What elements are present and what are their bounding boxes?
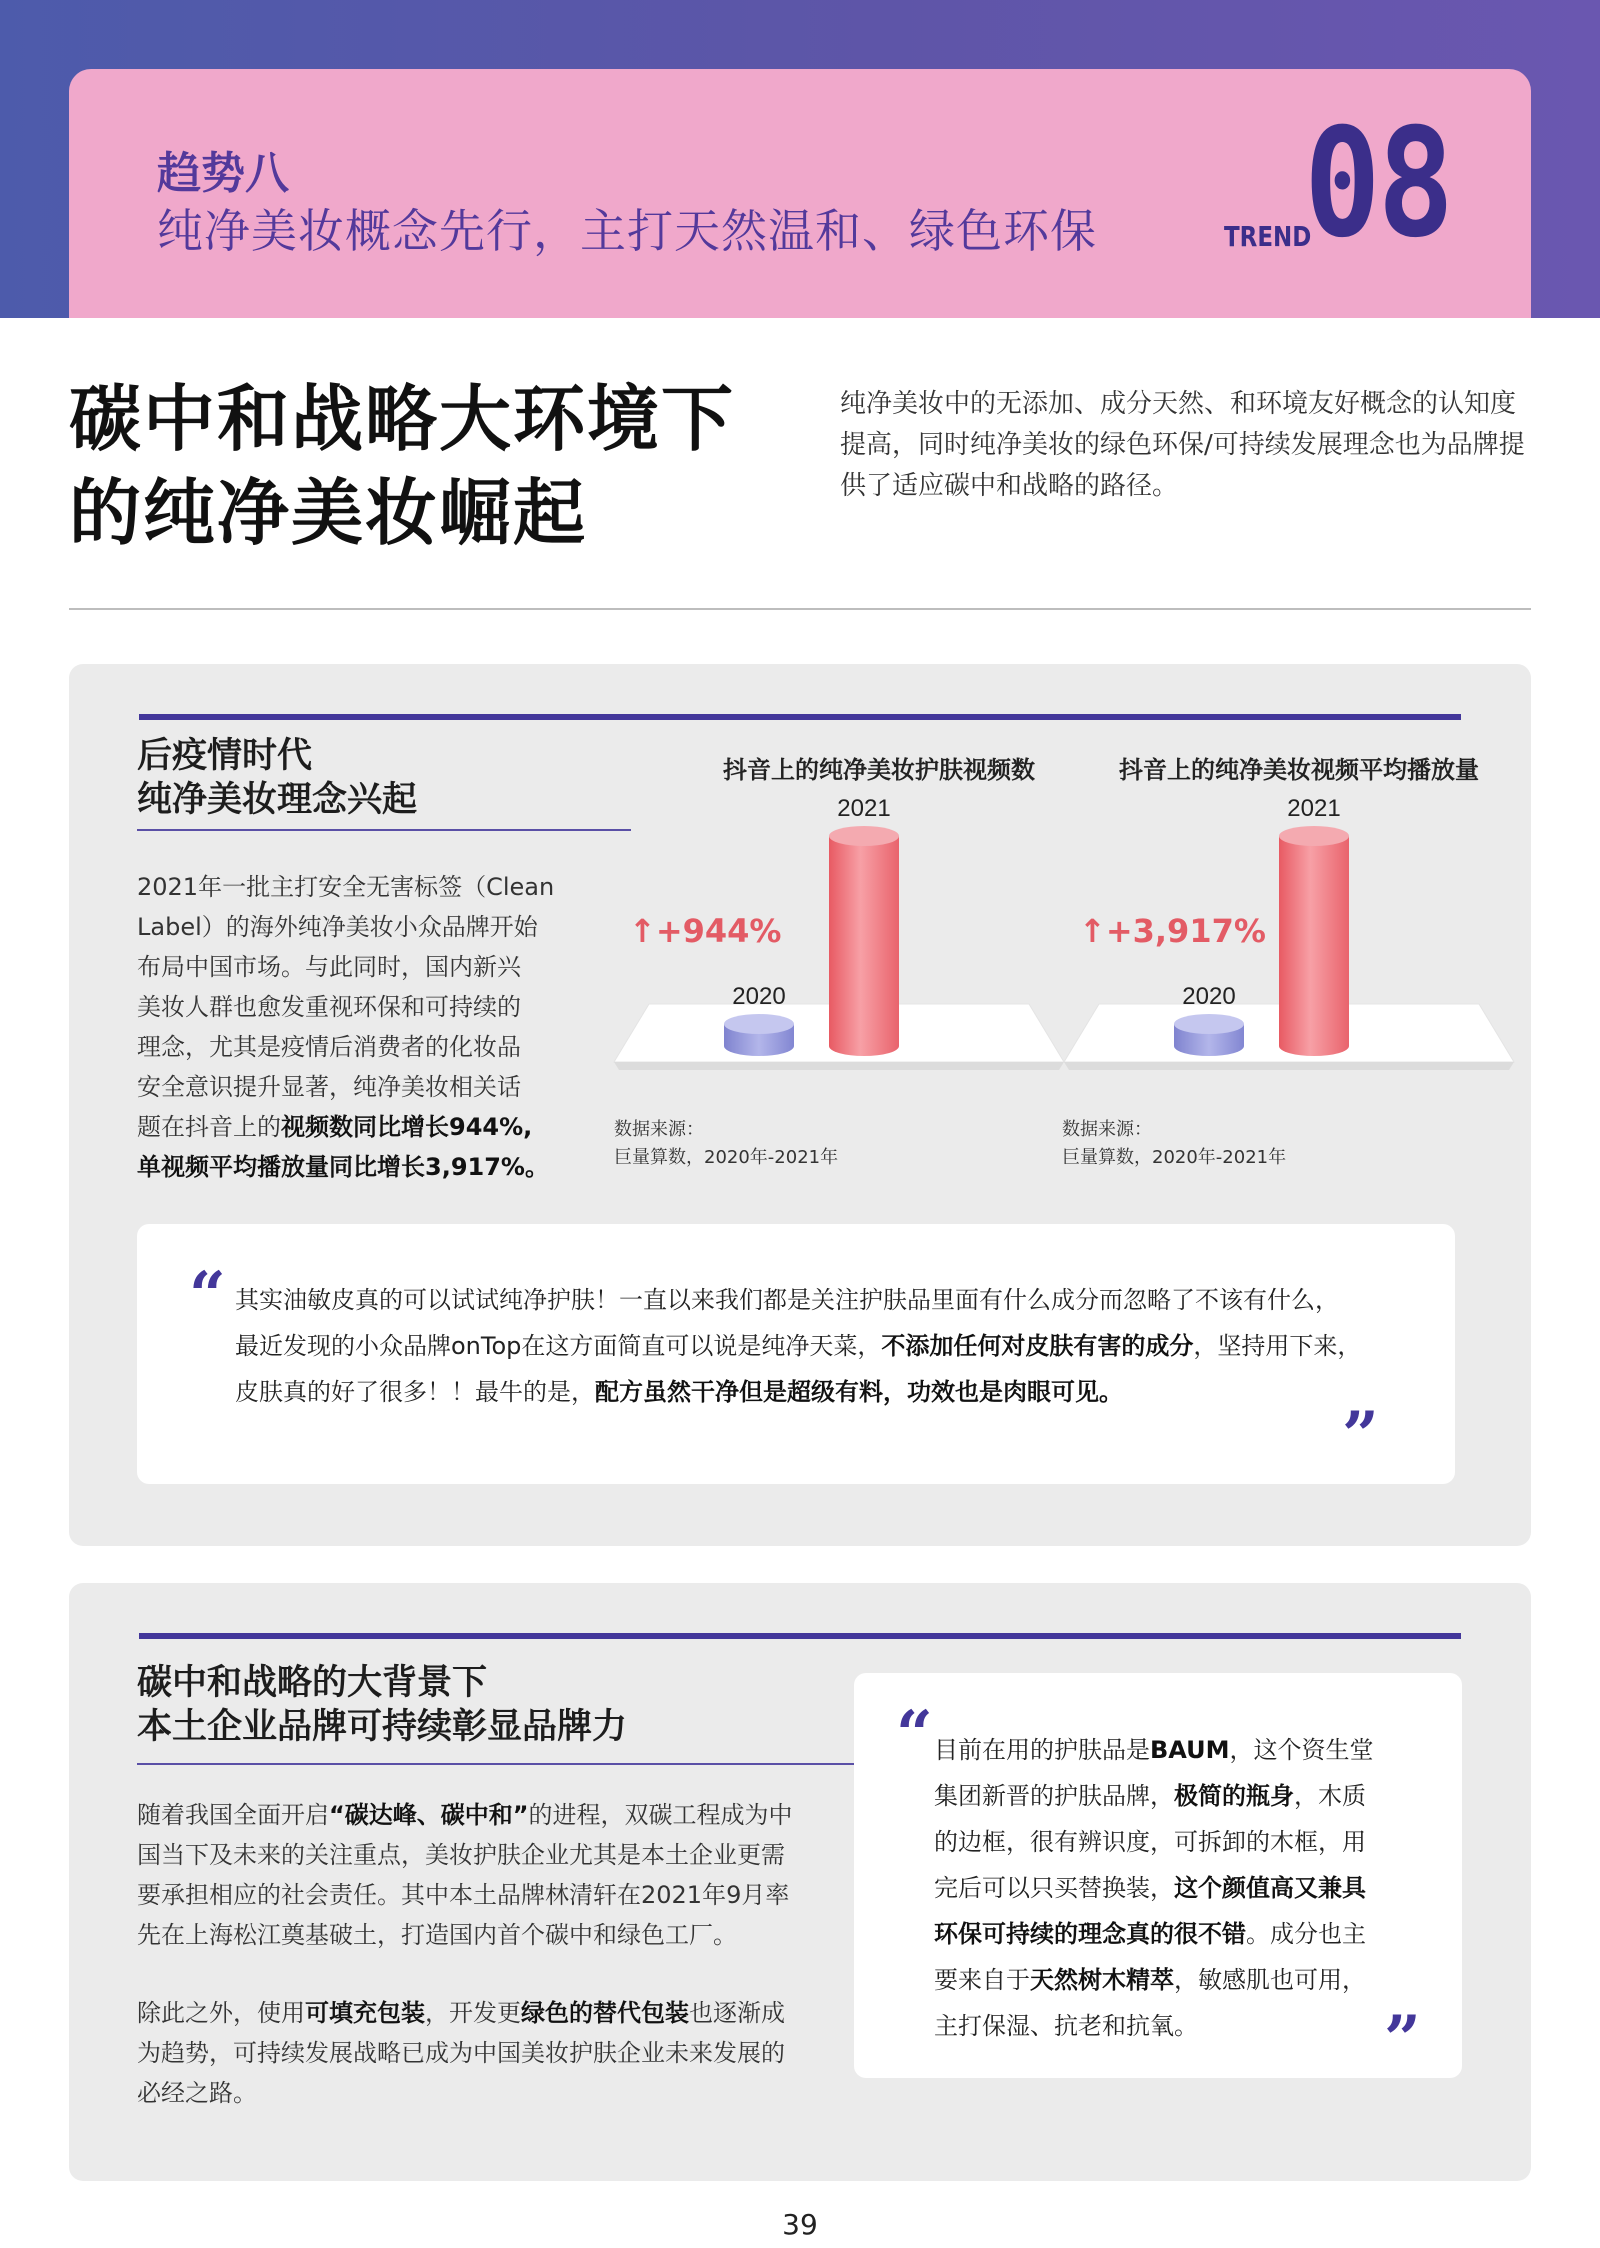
quote1-line3 — [235, 1372, 1123, 1407]
section2-heading-underline — [137, 1763, 862, 1765]
section1-body-line: 布局中国市场。与此同时，国内新兴 — [137, 953, 521, 981]
chart-category-label: 2021 — [837, 795, 891, 822]
quote2-bold: BAUM — [1150, 1736, 1230, 1764]
section1-body-text: 题在抖音上的 — [137, 1113, 281, 1141]
section2-body-line: 国当下及未来的关注重点，美妆护肤企业尤其是本土企业更需 — [137, 1841, 785, 1869]
chart1-source — [614, 1116, 838, 1172]
section1-body-line: 美妆人群也愈发重视环保和可持续的 — [137, 993, 521, 1021]
section2-body-line — [137, 1993, 837, 2033]
chart-bar-top-2021 — [1279, 826, 1349, 846]
quote2-line: 的边框，很有辨识度，可拆卸的木框，用 — [934, 1828, 1366, 1856]
quote1-text: 最近发现的小众品牌onTop在这方面简直可以说是纯净天菜， — [235, 1332, 882, 1360]
section2-body-bold: 可填充包装 — [305, 1999, 425, 2027]
chart2-plot — [1059, 784, 1539, 1114]
section2-body-text: 除此之外，使用 — [137, 1999, 305, 2027]
section2-heading — [137, 1661, 627, 1749]
chart1-source-label: 数据来源： — [614, 1119, 704, 1140]
section1-body-bold: 视频数同比增长944%, — [281, 1113, 533, 1141]
section1-heading-underline — [137, 829, 631, 831]
chart-bar-2021 — [1279, 836, 1349, 1056]
trend-header-card — [69, 69, 1531, 318]
page-title — [69, 372, 789, 560]
quote2-text-run: ，敏感肌也可用， — [1174, 1966, 1366, 1994]
section2-body-line: 先在上海松江奠基破土，打造国内首个碳中和绿色工厂。 — [137, 1921, 737, 1949]
section1-heading-line1: 后疫情时代 — [137, 736, 313, 776]
quote2-text-run: ，木质 — [1294, 1782, 1366, 1810]
chart-category-label: 2020 — [732, 983, 786, 1010]
chart-bar-2021 — [829, 836, 899, 1056]
open-quote-icon: “ — [896, 1697, 933, 1772]
chart1-source-text: 巨量算数，2020年-2021年 — [614, 1147, 839, 1168]
quote2-bold: 极简的瓶身 — [1174, 1782, 1294, 1810]
chart-bar-top-2020 — [724, 1014, 794, 1034]
section1-body-line: 2021年一批主打安全无害标签（Clean — [137, 873, 555, 901]
chart-growth-annotation: ↑+3,917% — [1079, 912, 1266, 950]
quote1-bold: 配方虽然干净但是超级有料，功效也是肉眼可见。 — [595, 1378, 1123, 1406]
intro-paragraph: 纯净美妆中的无添加、成分天然、和环境友好概念的认知度提高，同时纯净美妆的绿色环保/可持续发展理念也为品牌提供了适应碳中和战略的路径。 — [840, 389, 1525, 501]
quote2-bold: 环保可持续的理念真的很不错 — [934, 1920, 1246, 1948]
quote2-text-run: 目前在用的护肤品是 — [934, 1736, 1150, 1764]
chart-platform-edge — [614, 1062, 1064, 1070]
section1-body — [137, 867, 577, 1187]
section-post-pandemic — [69, 664, 1531, 1546]
section2-body-line — [137, 1795, 837, 1835]
chart1-plot — [609, 784, 1089, 1114]
quote2-line: 主打保湿、抗老和抗氧。 — [934, 2012, 1198, 2040]
section1-body-line: Label）的海外纯净美妆小众品牌开始 — [137, 913, 538, 941]
quote-card-baum — [854, 1673, 1462, 2078]
quote2-bold: 这个颜值高又兼具 — [1174, 1874, 1366, 1902]
section2-body-text: 的进程，双碳工程成为中 — [528, 1801, 793, 1829]
quote2-line — [934, 1957, 1444, 2003]
page-title-line2: 的纯净美妆崛起 — [69, 471, 588, 555]
trend-title: 纯净美妆概念先行，主打天然温和、绿色环保 — [157, 204, 1097, 258]
chart-category-label: 2020 — [1182, 983, 1236, 1010]
section2-heading-line1: 碳中和战略的大背景下 — [137, 1663, 488, 1703]
section2-body-bold: 绿色的替代包装 — [521, 1999, 689, 2027]
section2-paragraph1 — [137, 1795, 837, 1955]
page-title-line1: 碳中和战略大环境下 — [69, 377, 736, 461]
divider — [69, 608, 1531, 610]
quote2-line — [934, 1865, 1444, 1911]
page-number: 39 — [782, 2208, 818, 2241]
section1-body-line: 理念，尤其是疫情后消费者的化妆品 — [137, 1033, 521, 1061]
quote2-text-run: 完后可以只买替换装， — [934, 1874, 1174, 1902]
section2-body-line: 要承担相应的社会责任。其中本土品牌林清轩在2021年9月率 — [137, 1881, 790, 1909]
close-quote-icon: ” — [1342, 1398, 1379, 1473]
quote2-text-run: 。成分也主 — [1246, 1920, 1366, 1948]
chart-platform-edge — [1064, 1062, 1514, 1070]
section1-body-line: 安全意识提升显著，纯净美妆相关话 — [137, 1073, 521, 1101]
quote2-line — [934, 1911, 1444, 1957]
section2-body-text: 随着我国全面开启 — [137, 1801, 329, 1829]
chart-category-label: 2021 — [1287, 795, 1341, 822]
chart-growth-annotation: ↑+944% — [629, 912, 782, 950]
quote1-line2 — [235, 1326, 1361, 1361]
quote2-line — [934, 1727, 1444, 1773]
quote-card-ontop — [137, 1224, 1455, 1484]
section2-body-text: 也逐渐成 — [689, 1999, 785, 2027]
section2-heading-line2: 本土企业品牌可持续彰显品牌力 — [137, 1707, 628, 1747]
section-top-bar — [139, 714, 1461, 720]
chart1-title: 抖音上的纯净美妆护肤视频数 — [723, 756, 1035, 784]
chart2-source — [1062, 1116, 1286, 1172]
quote2-text-run: ，这个资生堂 — [1229, 1736, 1374, 1764]
quote2-text-run: 集团新晋的护肤品牌， — [934, 1782, 1174, 1810]
section2-paragraph2 — [137, 1993, 837, 2113]
section1-body-line — [137, 1147, 577, 1187]
section-top-bar — [139, 1633, 1461, 1639]
section1-body-line — [137, 1107, 577, 1147]
chart2-source-text: 巨量算数，2020年-2021年 — [1062, 1147, 1287, 1168]
section2-body-line: 为趋势，可持续发展战略已成为中国美妆护肤企业未来发展的 — [137, 2039, 785, 2067]
section2-body-text: ，开发更 — [425, 1999, 521, 2027]
quote2-text-run: 要来自于 — [934, 1966, 1030, 1994]
quote2-bold: 天然树木精萃 — [1030, 1966, 1174, 1994]
trend-label: TREND — [1224, 220, 1312, 253]
section1-heading — [137, 734, 417, 822]
section-carbon-neutral — [69, 1583, 1531, 2181]
quote2-text — [934, 1727, 1444, 2049]
open-quote-icon: “ — [189, 1258, 226, 1333]
quote1-text: ，坚持用下来， — [1193, 1332, 1362, 1360]
chart2-title: 抖音上的纯净美妆视频平均播放量 — [1119, 756, 1479, 784]
section2-body-line: 必经之路。 — [137, 2079, 257, 2107]
trend-number: 08 — [1304, 97, 1451, 271]
section1-body-bold: 单视频平均播放量同比增长3,917%。 — [137, 1153, 549, 1181]
close-quote-icon: ” — [1384, 2002, 1421, 2077]
section2-body-bold: “碳达峰、碳中和” — [329, 1801, 529, 1829]
quote1-text: 皮肤真的好了很多！！最牛的是， — [235, 1378, 595, 1406]
quote1-line1: 其实油敏皮真的可以试试纯净护肤！一直以来我们都是关注护肤品里面有什么成分而忽略了不该有什么， — [235, 1286, 1339, 1314]
quote1-bold: 不添加任何对皮肤有害的成分 — [881, 1332, 1194, 1360]
chart-bar-top-2021 — [829, 826, 899, 846]
section1-heading-line2: 纯净美妆理念兴起 — [137, 780, 418, 820]
quote2-line — [934, 1773, 1444, 1819]
chart-bar-top-2020 — [1174, 1014, 1244, 1034]
chart2-source-label: 数据来源： — [1062, 1119, 1152, 1140]
trend-kicker: 趋势八 — [157, 148, 289, 199]
